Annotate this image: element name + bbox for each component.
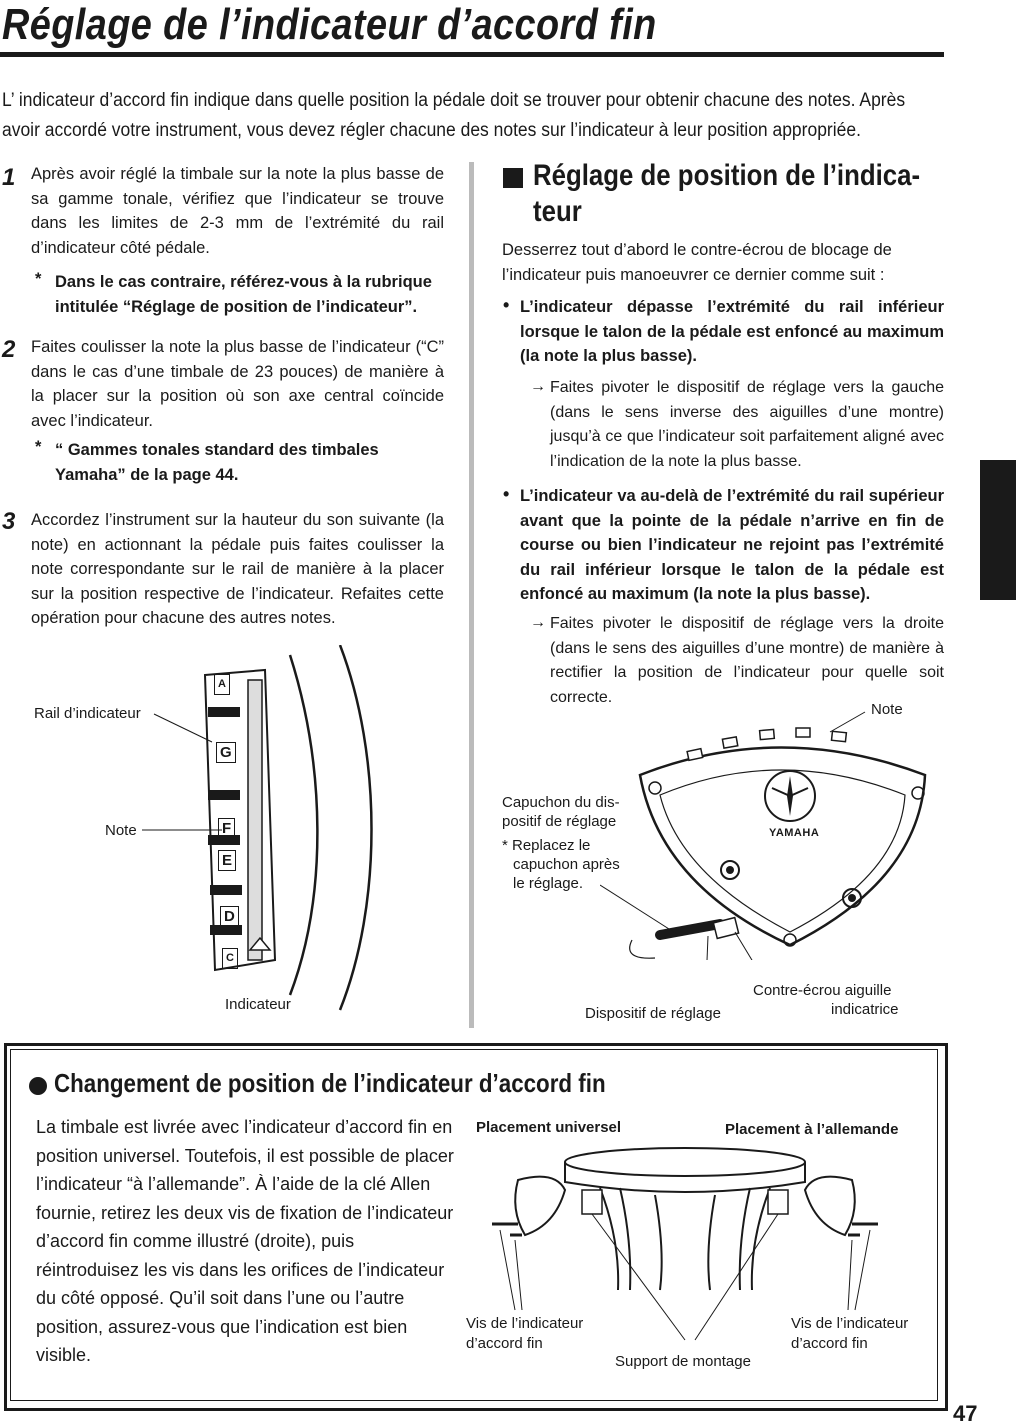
section-intro: Desserrez tout d’abord le contre-écrou de blocage de l’indicateur puis manoeuvrer ce dernier comme suit : [502,241,892,284]
label-german: Placement à l’allemande [725,1121,899,1138]
yamaha-logo-text: YAMAHA [769,827,820,839]
step-number-1: 1 [2,164,16,191]
label-cap-1: Capuchon du dis- [502,794,620,811]
arrow-icon-1: → [530,378,546,395]
bullet-1-action: Faites pivoter le dispositif de réglage vers la gauche (dans le sens inverse des aiguilles d’une montre) jusqu’à ce que l’indicateur soit parfaitement aligné avec l’indication de la note la plus basse. [550,379,944,470]
step-text-1: Après avoir réglé la timbale sur la note la plus basse de sa gamme tonale, vérifiez que l’indicateur se trouve dans les limites de 2-3 mm de l’extrémité du rail d’indicateur côté pédale. [31,165,444,257]
label-device: Dispositif de réglage [585,1005,721,1022]
box-text: La timbale est livrée avec l’indicateur d’accord fin en position universel. Toutefois, il est possible de placer l’indicateur “à l’allemande”. À l’aide de la clé Allen fournie, retirez les deux vis de fixation de l’indicateur d’accord fin comme illustré (droite), puis réintroduisez les vis dans les orifices de l’indicateur du côté opposé. Qu’il soit dans l’une ou l’autre position, assurez-vous que l’indication est bien visible. [36,1117,454,1365]
step-note-2: “ Gammes tonales standard des timbales Yamaha” de la page 44. [55,441,379,484]
rail-note-D: D [220,906,239,927]
label-cap-4: capuchon après [513,856,620,873]
label-note-left: Note [105,822,137,839]
rail-note-A: A [214,674,230,695]
note-star-1: * [35,270,42,288]
label-screw-left-2: d’accord fin [466,1335,543,1352]
page-number: 47 [953,1401,978,1426]
label-cap-3: * Replacez le [502,837,591,854]
title-underline [0,52,944,57]
label-screw-right-2: d’accord fin [791,1335,868,1352]
chapter-tab [980,460,1016,600]
column-divider [469,162,474,1028]
bullet-2-dot: • [503,484,510,504]
box-title: Changement de position de l’indicateur d’accord fin [54,1068,606,1098]
intro-paragraph: L’ indicateur d’accord fin indique dans quelle position la pédale doit se trouver pour obtenir chacune des notes. Après avoir accordé votre instrument, vous devez régler chacune des notes sur l’indicateur à leur position appropriée. [2,90,906,141]
bullet-1-dot: • [503,295,510,315]
label-screw-left-1: Vis de l’indicateur [466,1315,584,1332]
label-cap-5: le réglage. [513,875,584,892]
rail-note-E: E [218,850,236,871]
bullet-2-action: Faites pivoter le dispositif de réglage vers la droite (dans le sens des aiguilles d’une montre) de manière à rectifier la position de l’indicateur pour quelle soit correcte. [550,615,944,706]
step-text-3: Accordez l’instrument sur la hauteur du son suivante (la note) en actionnant la pédale puis faites coulisser la note correspondante sur le rail de manière à la placer sur la position respective de l’indicateur. Refaites cette opération pour chacune des autres notes. [31,511,444,627]
rail-note-C: C [222,948,238,969]
label-universal: Placement universel [476,1119,622,1136]
step-text-2: Faites coulisser la note la plus basse de l’indicateur (“C” dans le cas d’une timbale de 23 pouces) de manière à la placer sur la position où son axe central coïncide avec l’indicateur. [31,338,444,430]
section-title-line2: teur [533,195,582,228]
label-screw-right-1: Vis de l’indicateur [791,1315,909,1332]
label-cap-2: positif de réglage [502,813,617,830]
label-locknut-1: Contre-écrou aiguille [753,982,892,999]
rail-note-F: F [218,818,235,839]
page-title: Réglage de l’indicateur d’accord fin [2,0,657,49]
rail-leader-lines [140,700,250,970]
step-number-2: 2 [2,336,16,363]
rail-note-G: G [216,742,236,763]
note-star-2: * [35,438,42,456]
section-square-icon [503,168,523,188]
bullet-2-text: L’indicateur va au-delà de l’extrémité du rail supérieur avant que la pointe de la pédale n’arrive en fin de course ou bien l’indicateur ne rejoint pas l’extrémité du rail inférieur lorsque le talon de la pédale est enfoncé au maximum (la note la plus basse). [520,487,944,603]
label-note-right: Note [871,701,903,718]
section-title-line1: Réglage de position de l’indica- [533,159,921,192]
step-number-3: 3 [2,508,16,535]
label-rail: Rail d’indicateur [34,705,141,722]
label-indicator: Indicateur [225,996,291,1013]
box-bullet-icon [29,1077,47,1095]
bullet-1-text: L’indicateur dépasse l’extrémité du rail inférieur lorsque le talon de la pédale est enfoncé au maximum (la note la plus basse). [520,298,944,365]
arrow-icon-2: → [530,614,546,631]
label-support: Support de montage [615,1353,751,1370]
step-note-1: Dans le cas contraire, référez-vous à la rubrique intitulée “Réglage de position de l’indicateur”. [55,273,432,316]
label-locknut-2: indicatrice [831,1001,899,1018]
